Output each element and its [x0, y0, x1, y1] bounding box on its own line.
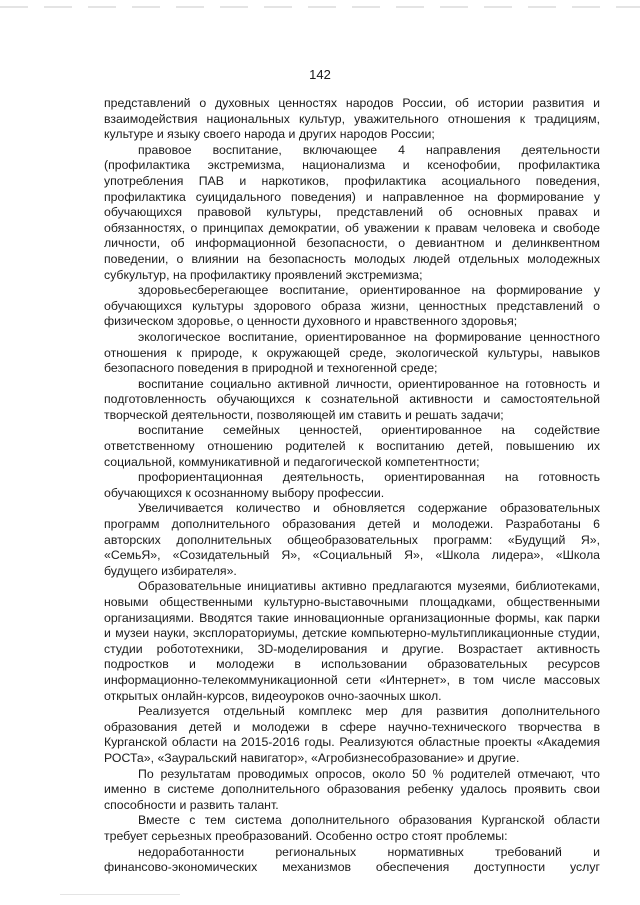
text-line: социальной, коммуникативной и педагогической компетентности; — [104, 454, 480, 469]
text-line: отношения к природе, к окружающей среде, экологической культуры, навыков — [104, 345, 600, 360]
text-line: РОСТа», «Зауральский навигатор», «Агробизнесобразование» и другие. — [104, 750, 520, 765]
page-number: 142 — [309, 67, 331, 82]
text-line: способности и развить талант. — [104, 797, 279, 812]
text-line: образования детей и молодежи в сфере научно-технического творчества в — [104, 719, 600, 734]
text-line: профилактика суицидального поведения) и направленное на формирование у — [104, 189, 600, 204]
text-line: здоровьесберегающее воспитание, ориентированное на формирование у — [138, 283, 600, 298]
text-line: По результатам проводимых опросов, около 50 % родителей отмечают, что — [138, 766, 600, 781]
text-line: именно в системе дополнительного образования ребенку удалось проявить свои — [104, 782, 600, 797]
text-line: представлений о духовных ценностях народов России, об истории развития и — [104, 96, 600, 110]
text-line: физическом здоровье, о ценности духовного и нравственного здоровья; — [104, 314, 518, 329]
document-body — [104, 96, 600, 876]
text-line: обучающихся культуры здорового образа жизни, ценностных представлений о — [104, 298, 600, 313]
scan-artifact-line — [0, 6, 640, 8]
text-line: финансово-экономических механизмов обеспечения доступности услуг — [104, 860, 600, 875]
text-line: субкультур, на профилактику проявлений экстремизма; — [104, 267, 423, 282]
text-line: ответственному отношению родителей к воспитанию детей, повышению их — [104, 439, 600, 454]
text-line: новыми общественными культурно-выставочными площадками, общественными — [104, 595, 600, 609]
text-line: поведении, о влиянии на безопасность молодых людей отдельных молодежных — [104, 251, 600, 266]
scan-artifact-bottom — [60, 894, 180, 895]
text-line: «СемьЯ», «Созидательный Я», «Социальный Я», «Школа лидера», «Школа — [104, 548, 600, 563]
text-line: авторских дополнительных общеобразовательных программ: «Будущий Я», — [104, 532, 600, 547]
text-line: программ дополнительного образования детей и молодежи. Разработаны 6 — [104, 517, 600, 532]
text-line: организациями. Вводятся такие инновационные организационные формы, как парки — [104, 610, 600, 625]
text-line: подростков и молодежи в использовании образовательных ресурсов — [104, 657, 600, 672]
text-line: обучающихся к осознанному выбору профессии. — [104, 485, 385, 500]
text-line: (профилактика экстремизма, национализма и ксенофобии, профилактика — [104, 158, 600, 173]
text-line: взаимодействия национальных культур, уважительного отношения к традициям, — [104, 111, 600, 126]
text-line: воспитание семейных ценностей, ориентированное на содействие — [138, 423, 600, 438]
text-line: студии робототехники, 3D-моделирования и другие. Возрастает активность — [104, 641, 600, 656]
text-line: воспитание социально активной личности, ориентированное на готовность и — [138, 376, 600, 391]
text-line: информационно-телекоммуникационной сети «Интернет», в том числе массовых — [104, 672, 600, 687]
text-line: правовое воспитание, включающее 4 направления деятельности — [138, 142, 600, 157]
text-line: требует серьезных преобразований. Особенно остро стоят проблемы: — [104, 828, 508, 843]
text-line: подготовленность обучающихся к сознательной активности и самостоятельной — [104, 392, 600, 407]
text-line: недоработанности региональных нормативных требований и — [138, 844, 600, 859]
text-line: употребления ПАВ и наркотиков, профилактика асоциального поведения, — [104, 173, 600, 188]
text-line: Реализуется отдельный комплекс мер для развития дополнительного — [138, 704, 600, 719]
text-line: личности, об информационной безопасности, о девиантном и делинквентном — [104, 236, 600, 251]
text-line: Образовательные инициативы активно предлагаются музеями, библиотеками, — [138, 579, 600, 594]
text-line: обязанностях, о принципах демократии, об уважении к правам человека и свободе — [104, 220, 600, 235]
text-line: Курганской области на 2015-2016 годы. Реализуются областные проекты «Академия — [104, 735, 600, 750]
text-line: Увеличивается количество и обновляется содержание образовательных — [138, 501, 600, 516]
text-line: Вместе с тем система дополнительного образования Курганской области — [138, 813, 600, 828]
text-line: культуре и языку своего народа и других народов России; — [104, 127, 435, 142]
text-line: безопасного поведения в природной и техногенной среде; — [104, 361, 438, 376]
text-line: открытых онлайн-курсов, видеоуроков очно-заочных школ. — [104, 688, 442, 703]
text-line: профориентационная деятельность, ориентированная на готовность — [138, 470, 600, 485]
text-line: экологическое воспитание, ориентированное на формирование ценностного — [138, 329, 600, 344]
text-line: обучающихся правовой культуры, представлений об основных правах и — [104, 205, 600, 220]
text-line: и музеи науки, эксплораториумы, детские компьютерно-мультипликационные студии, — [104, 626, 600, 641]
text-line: творческой деятельности, позволяющей им ставить и решать задачи; — [104, 407, 504, 422]
text-line: будущего избирателя». — [104, 563, 237, 578]
